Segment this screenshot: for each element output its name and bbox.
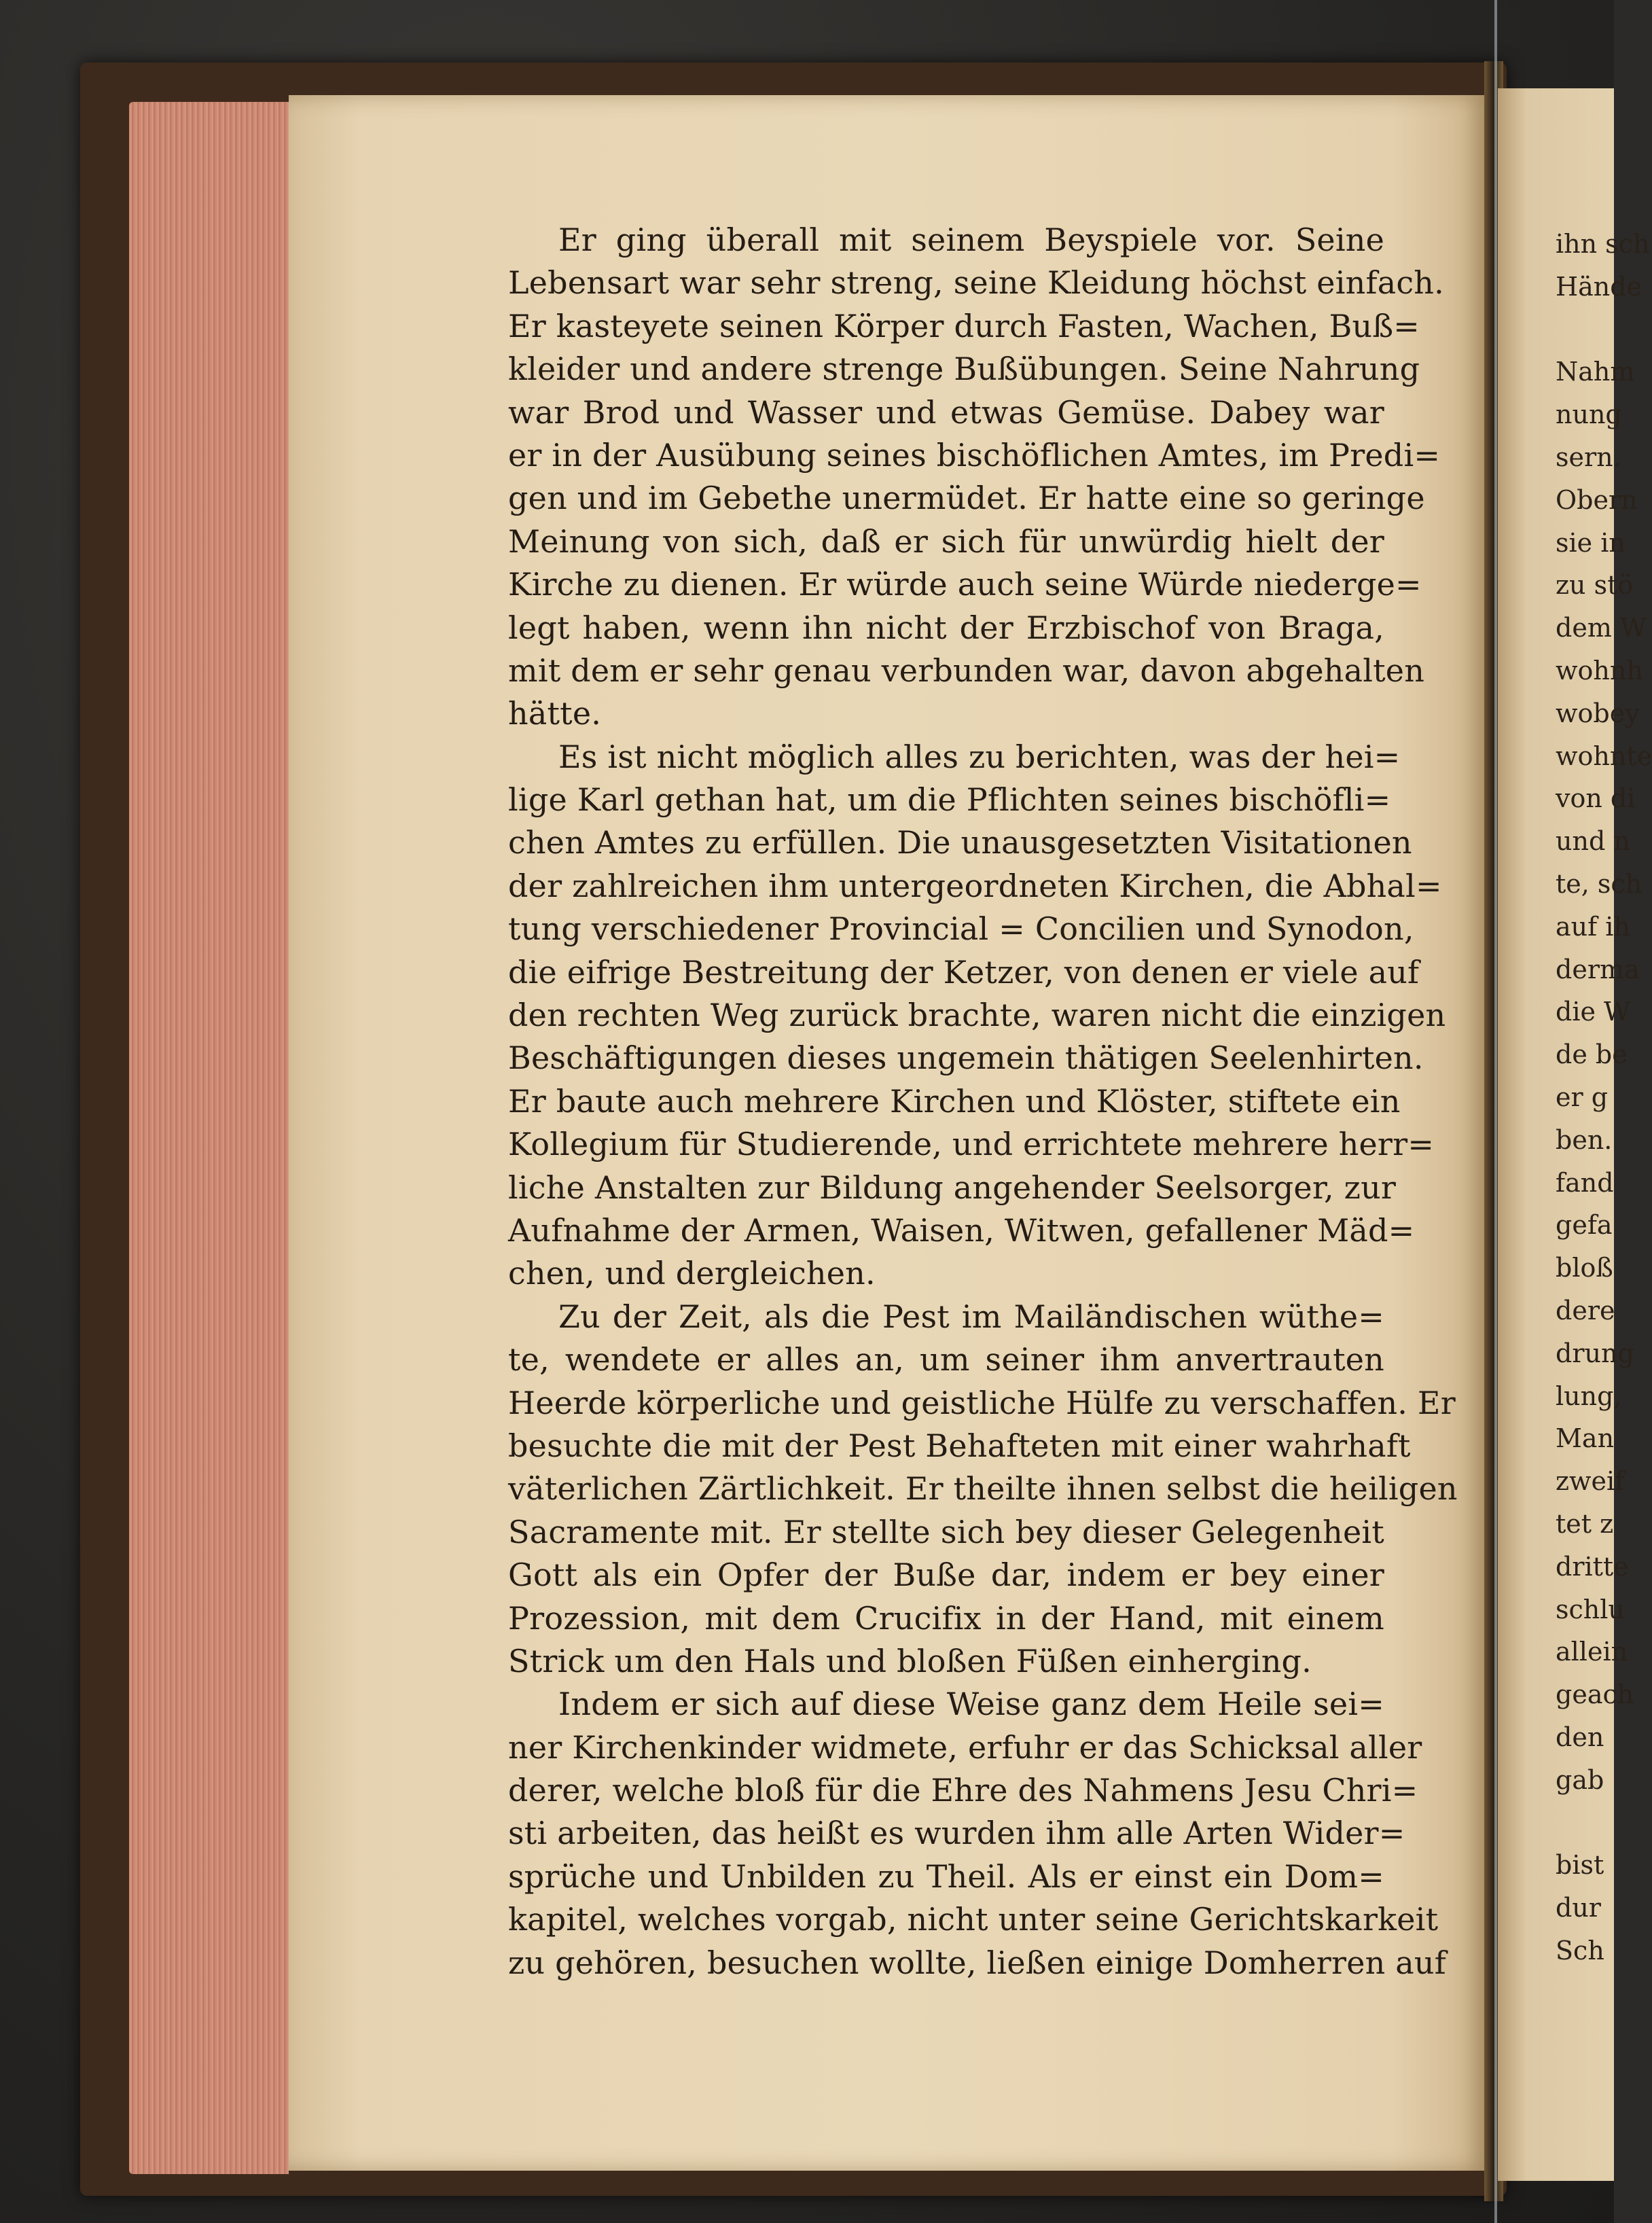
facing-page-fragment: lung, [1556, 1381, 1622, 1411]
text-line: er in der Ausübung seines bischöflichen Amtes, im Predi= [508, 436, 1441, 474]
glass-plate-edge [1494, 0, 1497, 2223]
facing-page-fragment: sie in [1556, 527, 1626, 558]
facing-page-fragment: schlu [1556, 1594, 1625, 1624]
facing-page-fragment: Obern [1556, 484, 1638, 515]
text-line: sprüche und Unbilden zu Theil. Als er einst ein Dom= [508, 1857, 1384, 1895]
text-line: chen, und dergleichen. [508, 1255, 876, 1292]
text-line: Strick um den Hals und bloßen Füßen einherging. [508, 1642, 1312, 1679]
text-line: zu gehören, besuchen wollte, ließen einige Domherren auf [508, 1944, 1446, 1981]
facing-page-fragment: nung [1556, 399, 1622, 430]
facing-page-fragment: den [1556, 1722, 1604, 1752]
text-line: sti arbeiten, das heißt es wurden ihm alle Arten Wider= [508, 1815, 1405, 1852]
red-page-edges [129, 102, 289, 2174]
text-line: der zahlreichen ihm untergeordneten Kirchen, die Abhal= [508, 867, 1442, 904]
text-line: Meinung von sich, daß er sich für unwürdig hielt der [508, 522, 1384, 560]
text-line: Gott als ein Opfer der Buße dar, indem er bey einer [508, 1557, 1384, 1594]
facing-page-fragment: Hände [1556, 271, 1642, 302]
text-line: gen und im Gebethe unermüdet. Er hatte eine so geringe [508, 480, 1425, 517]
facing-page-fragment: dur [1556, 1893, 1601, 1923]
text-line: legt haben, wenn ihn nicht der Erzbischof von Braga, [508, 609, 1384, 646]
text-line: Sacramente mit. Er stellte sich bey dieser Gelegenheit [508, 1513, 1384, 1550]
facing-page-fragment: wohnh [1556, 655, 1643, 686]
facing-page-fragment: bloß [1556, 1253, 1613, 1283]
text-line: Aufnahme der Armen, Waisen, Witwen, gefallener Mäd= [508, 1211, 1415, 1249]
facing-page-fragment: zu stö [1556, 570, 1634, 601]
text-line: Er kasteyete seinen Körper durch Fasten, Wachen, Buß= [508, 307, 1420, 344]
text-line: war Brod und Wasser und etwas Gemüse. Dabey war [508, 393, 1384, 431]
facing-page-fragment: gefa [1556, 1210, 1613, 1241]
text-line: kapitel, welches vorgab, nicht unter seine Gerichtskarkeit [508, 1901, 1439, 1938]
facing-page-fragment: drung [1556, 1338, 1634, 1368]
page-text [508, 219, 1458, 1985]
facing-page-fragment: geach [1556, 1679, 1634, 1710]
text-line: mit dem er sehr genau verbunden war, davon abgehalten [508, 652, 1425, 689]
facing-page-fragment: sern. [1556, 442, 1621, 472]
text-line: Kollegium für Studierende, und errichtete mehrere herr= [508, 1126, 1435, 1163]
facing-page-fragment: zweif [1556, 1466, 1625, 1497]
facing-page-fragment: Sch [1556, 1935, 1604, 1966]
facing-page-fragment: dritte [1556, 1551, 1629, 1582]
facing-page-fragment: bist [1556, 1850, 1604, 1881]
text-line: tung verschiedener Provincial = Concilien und Synodon, [508, 910, 1414, 948]
facing-page-fragment: gab [1556, 1764, 1604, 1795]
facing-page-fragment: ihn sch [1556, 229, 1650, 259]
text-line: besuchte die mit der Pest Behafteten mit einer wahrhaft [508, 1427, 1411, 1464]
text-line: liche Anstalten zur Bildung angehender Seelsorger, zur [508, 1169, 1397, 1206]
facing-page-fragment: dere [1556, 1295, 1615, 1326]
facing-page-fragment [1556, 1801, 1614, 1844]
facing-page-fragment: allein [1556, 1637, 1628, 1667]
facing-page-fragment: derma [1556, 954, 1640, 984]
facing-page-fragment: de be [1556, 1039, 1628, 1070]
facing-page-fragment: tet z [1556, 1508, 1614, 1539]
text-line: Es ist nicht möglich alles zu berichten, was der hei= [558, 738, 1401, 775]
text-line: die eifrige Bestreitung der Ketzer, von denen er viele auf [508, 953, 1420, 991]
facing-page-fragment [1556, 308, 1614, 351]
facing-page-fragment: fand [1556, 1167, 1614, 1198]
text-line: Beschäftigungen dieses ungemein thätigen Seelenhirten. [508, 1039, 1424, 1077]
facing-page-text [1556, 223, 1652, 1972]
facing-page-fragment: von di [1556, 783, 1636, 814]
text-line: Heerde körperliche und geistliche Hülfe zu verschaffen. Er [508, 1384, 1456, 1421]
text-line: Kirche zu dienen. Er würde auch seine Würde niederge= [508, 566, 1422, 603]
text-line: väterlichen Zärtlichkeit. Er theilte ihnen selbst die heiligen [508, 1470, 1458, 1508]
text-line: te, wendete er alles an, um seiner ihm anvertrauten [508, 1341, 1384, 1379]
text-line: derer, welche bloß für die Ehre des Nahmens Jesu Chri= [508, 1772, 1418, 1809]
facing-page-fragment: wohnte [1556, 741, 1652, 771]
text-line: Er ging überall mit seinem Beyspiele vor. Seine [558, 221, 1384, 258]
text-line: Zu der Zeit, als die Pest im Mailändischen wüthe= [558, 1298, 1384, 1335]
text-line: Indem er sich auf diese Weise ganz dem Heile sei= [558, 1686, 1384, 1723]
facing-page-fragment: te, sch [1556, 868, 1642, 899]
facing-page-fragment: und n [1556, 826, 1630, 857]
facing-page-fragment: Nahm [1556, 357, 1635, 387]
text-line: hätte. [508, 695, 602, 732]
text-line: Lebensart war sehr streng, seine Kleidung höchst einfach. [508, 264, 1444, 302]
text-line: den rechten Weg zurück brachte, waren nicht die einzigen [508, 997, 1446, 1034]
text-line: ner Kirchenkinder widmete, erfuhr er das Schicksal aller [508, 1728, 1422, 1766]
facing-page-fragment: wobey [1556, 698, 1640, 728]
facing-page-fragment: ben. [1556, 1124, 1613, 1155]
text-line: Prozession, mit dem Crucifix in der Hand, mit einem [508, 1599, 1384, 1637]
facing-page-fragment: dem W [1556, 613, 1647, 643]
text-line: kleider und andere strenge Bußübungen. Seine Nahrung [508, 351, 1420, 388]
facing-page-fragment: Man [1556, 1423, 1615, 1454]
text-line: lige Karl gethan hat, um die Pflichten seines bischöfli= [508, 781, 1391, 819]
facing-page-fragment: auf ih [1556, 911, 1630, 942]
facing-page-fragment: die W [1556, 997, 1631, 1027]
facing-page-fragment: er g [1556, 1082, 1609, 1112]
text-line: Er baute auch mehrere Kirchen und Klöster, stiftete ein [508, 1082, 1401, 1120]
text-line: chen Amtes zu erfüllen. Die unausgesetzten Visitationen [508, 824, 1412, 861]
